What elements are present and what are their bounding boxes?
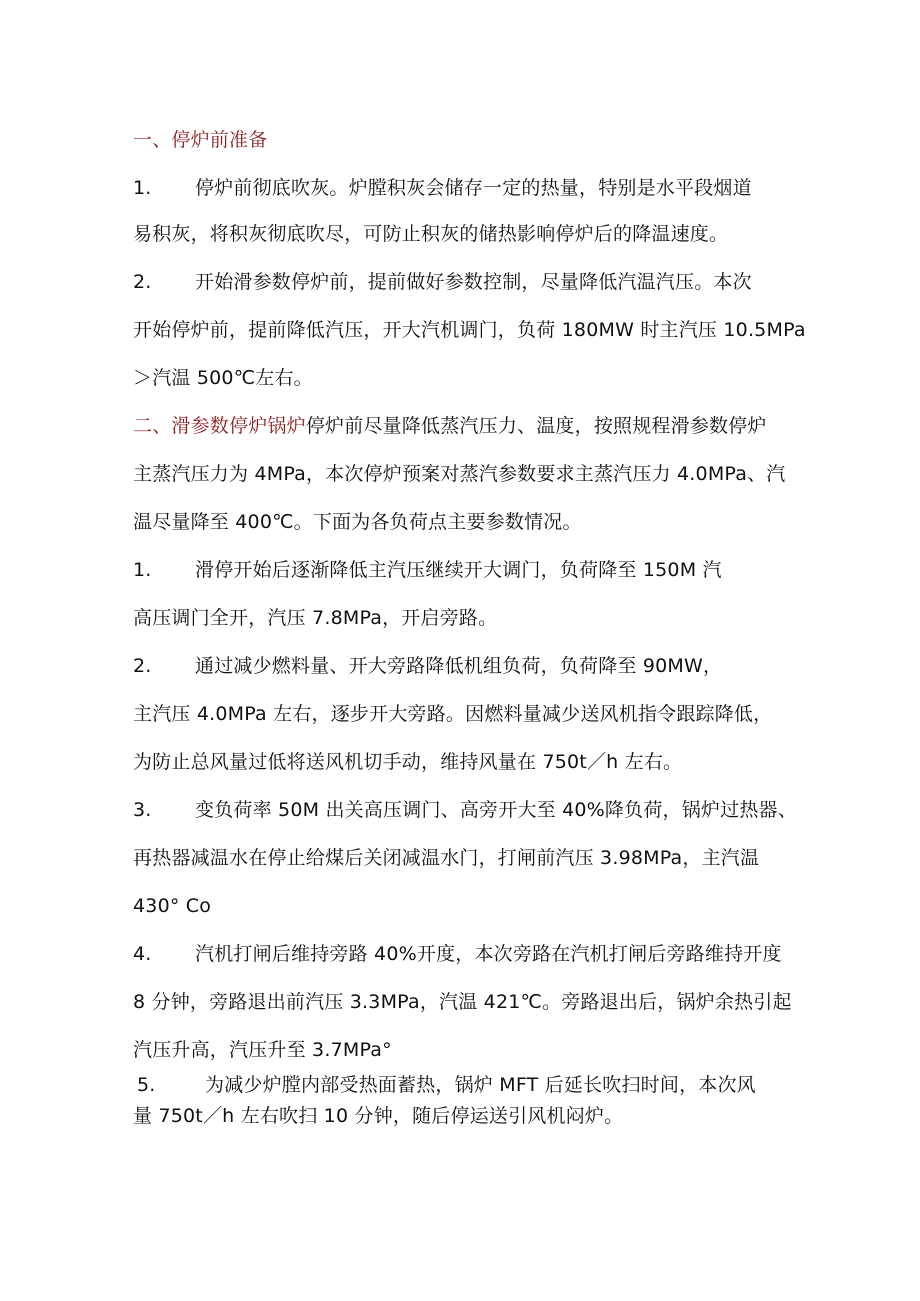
section2-item3-line2: 再热器减温水在停止给煤后关闭减温水门，打闸前汽压 3.98MPa，主汽温	[133, 847, 760, 869]
section2-item3-line3: 430° Co	[133, 895, 212, 917]
paragraph-text: 滑停开始后逐渐降低主汽压继续开大调门，负荷降至 150M 汽	[195, 559, 722, 581]
section1-item2-line2: 开始停炉前，提前降低汽压，开大汽机调门，负荷 180MW 时主汽压 10.5MPa	[133, 319, 806, 341]
item-number: 4.	[133, 943, 152, 965]
paragraph-text: 停炉前彻底吹灰。炉膛积灰会储存一定的热量，特别是水平段烟道	[195, 177, 752, 199]
paragraph-text: 停炉前尽量降低蒸汽压力、温度，按照规程滑参数停炉	[305, 415, 767, 437]
section2-item3-line1	[133, 798, 797, 822]
section2-line3: 温尽量降至 400℃。下面为各负荷点主要参数情况。	[133, 511, 582, 533]
section1-item1-line1	[133, 176, 752, 200]
item-number: 1.	[133, 177, 152, 199]
paragraph-text: 汽机打闸后维持旁路 40%开度，本次旁路在汽机打闸后旁路维持开度	[195, 943, 782, 965]
paragraph-text: 开始滑参数停炉前，提前做好参数控制，尽量降低汽温汽压。本次	[195, 271, 752, 293]
section2-item1-line1	[133, 558, 722, 582]
section1-item1-line2: 易积灰，将积灰彻底吹尽，可防止积灰的储热影响停炉后的降温速度。	[133, 223, 729, 245]
item-number: 2.	[133, 655, 152, 677]
section1-item2-line1	[133, 270, 752, 294]
section2-item1-line2: 高压调门全开，汽压 7.8MPa，开启旁路。	[133, 607, 498, 629]
section2-item2-line1	[133, 654, 722, 678]
section2-item5-line1	[137, 1073, 756, 1097]
item-number: 2.	[133, 271, 152, 293]
section2-item5-line2: 量 750t／h 左右吹扫 10 分钟，随后停运送引风机闷炉。	[133, 1105, 624, 1127]
paragraph-text: 通过减少燃料量、开大旁路降低机组负荷，负荷降至 90MW，	[195, 655, 723, 677]
item-number: 5.	[137, 1074, 156, 1096]
item-number: 1.	[133, 559, 152, 581]
section2-item4-line2: 8 分钟，旁路退出前汽压 3.3MPa，汽温 421℃。旁路退出后，锅炉余热引起	[133, 991, 792, 1013]
section2-line1	[133, 414, 767, 438]
section2-item2-line3: 为防止总风量过低将送风机切手动，维持风量在 750t／h 左右。	[133, 751, 683, 773]
section2-item2-line2: 主汽压 4.0MPa 左右，逐步开大旁路。因燃料量减少送风机指令跟踪降低，	[133, 703, 773, 725]
section2-item4-line3: 汽压升高，汽压升至 3.7MPa°	[133, 1039, 392, 1061]
section1-title: 一、停炉前准备	[133, 129, 268, 151]
section2-title: 二、滑参数停炉锅炉	[133, 415, 306, 437]
item-number: 3.	[133, 799, 152, 821]
section2-item4-line1	[133, 942, 782, 966]
section1-item2-line3: ＞汽温 500℃左右。	[133, 367, 313, 389]
paragraph-text: 为减少炉膛内部受热面蓄热，锅炉 MFT 后延长吹扫时间，本次风	[205, 1074, 756, 1096]
paragraph-text: 变负荷率 50M 出关高压调门、高旁开大至 40%降负荷，锅炉过热器、	[195, 799, 797, 821]
section2-line2: 主蒸汽压力为 4MPa，本次停炉预案对蒸汽参数要求主蒸汽压力 4.0MPa、汽	[133, 463, 786, 485]
